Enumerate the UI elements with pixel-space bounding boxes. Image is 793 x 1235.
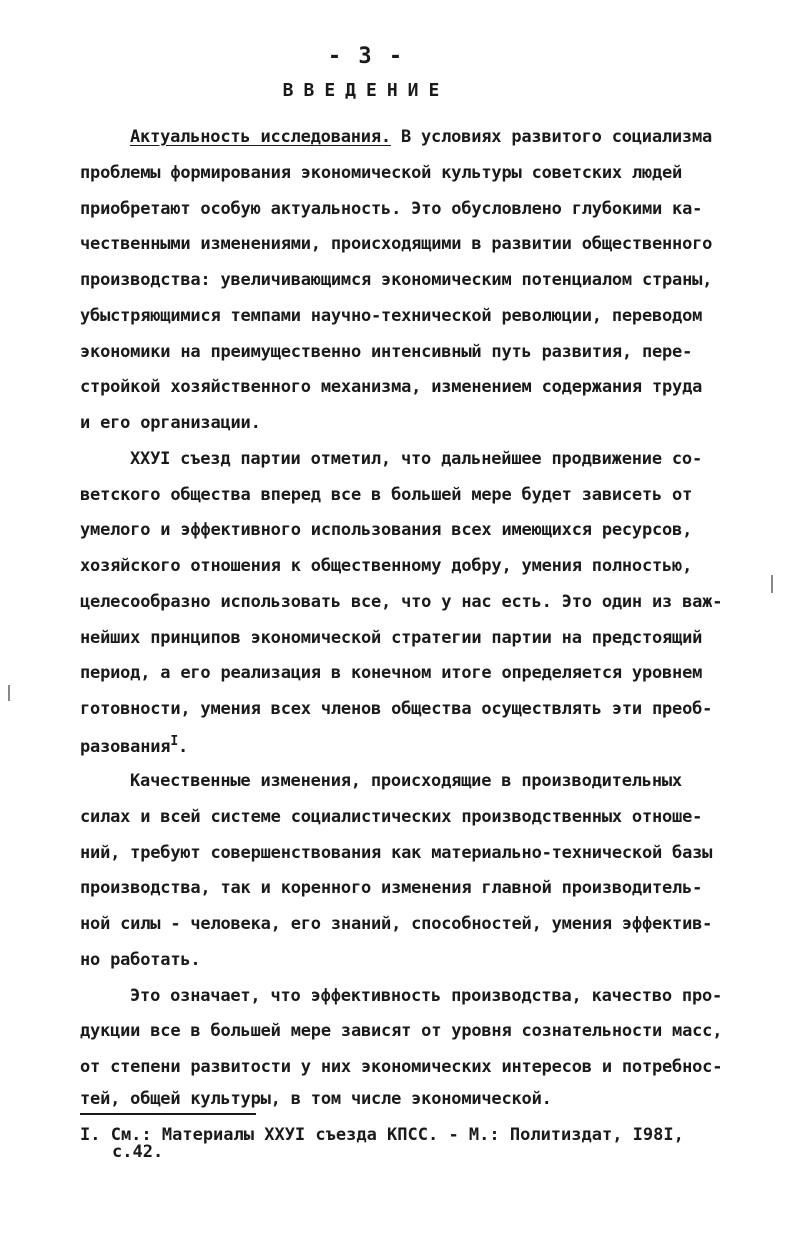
paragraph-1-line: проблемы формирования экономической культуры советских людей bbox=[80, 163, 683, 183]
paragraph-2-line: умелого и эффективного использования всех имеющихся ресурсов, bbox=[80, 520, 693, 540]
paragraph-2-last-line bbox=[80, 734, 189, 757]
paragraph-3-line: но работать. bbox=[80, 950, 201, 970]
paragraph-1-line: чественными изменениями, происходящими в развитии общественного bbox=[80, 234, 713, 254]
paragraph-4-line: тей, общей культуры, в том числе экономической. bbox=[80, 1089, 552, 1109]
footnote-line-2: с.42. bbox=[112, 1142, 164, 1162]
topic-relevance-lead: Актуальность исследования. bbox=[130, 127, 391, 147]
sentence-end: . bbox=[177, 737, 189, 757]
paragraph-1-line-1 bbox=[130, 127, 712, 147]
paragraph-1-line: приобретают особую актуальность. Это обусловлено глубокими ка- bbox=[80, 199, 703, 219]
paragraph-text: разования bbox=[80, 737, 171, 757]
scan-margin-mark bbox=[8, 685, 10, 701]
page-number: - 3 - bbox=[327, 44, 405, 69]
paragraph-2-line: нейших принципов экономической стратегии партии на предстоящий bbox=[80, 628, 703, 648]
paragraph-3-line: ний, требуют совершенствования как материально-технической базы bbox=[80, 843, 713, 863]
paragraph-3-line: силах и всей системе социалистических производственных отноше- bbox=[80, 807, 703, 827]
paragraph-4-line: от степени развитости у них экономических интересов и потребнос- bbox=[80, 1057, 723, 1077]
paragraph-1-line: экономики на преимущественно интенсивный путь развития, пере- bbox=[80, 342, 693, 362]
paragraph-4-line: Это означает, что эффективность производства, качество про- bbox=[130, 986, 723, 1006]
paragraph-2-line: ХХУI съезд партии отметил, что дальнейшее продвижение со- bbox=[130, 449, 702, 469]
paragraph-3-line: Качественные изменения, происходящие в производительных bbox=[130, 771, 682, 791]
paragraph-1-line: убыстряющимися темпами научно-технической революции, переводом bbox=[80, 306, 703, 326]
paragraph-2-line: целесообразно использовать все, что у нас есть. Это один из важ- bbox=[80, 592, 723, 612]
paragraph-2-line: готовности, умения всех членов общества осуществлять эти преоб- bbox=[80, 699, 713, 719]
paragraph-1-line: производства: увеличивающимся экономическим потенциалом страны, bbox=[80, 270, 713, 290]
paragraph-3-line: производства, так и коренного изменения главной производитель- bbox=[80, 878, 703, 898]
scan-margin-mark bbox=[771, 575, 773, 593]
paragraph-2-line: ветского общества вперед все в большей мере будет зависеть от bbox=[80, 485, 693, 505]
paragraph-text: В условиях развитого социализма bbox=[390, 127, 713, 147]
paragraph-4-line: дукции все в большей мере зависят от уровня сознательности масс, bbox=[80, 1021, 723, 1041]
paragraph-3-line: ной силы - человека, его знаний, способностей, умения эффектив- bbox=[80, 914, 713, 934]
paragraph-1-line: и его организации. bbox=[80, 413, 261, 433]
footnote-divider bbox=[80, 1113, 256, 1115]
paragraph-1-line: стройкой хозяйственного механизма, изменением содержания труда bbox=[80, 377, 703, 397]
section-heading: ВВЕДЕНИЕ bbox=[282, 80, 450, 101]
footnote-reference: I bbox=[170, 734, 178, 749]
paragraph-2-line: хозяйского отношения к общественному добру, умения полностью, bbox=[80, 556, 693, 576]
footnote-line-1: I. См.: Материалы ХХУI съезда КПСС. - М.: Политиздат, I98I, bbox=[80, 1125, 684, 1145]
paragraph-2-line: период, а его реализация в конечном итоге определяется уровнем bbox=[80, 663, 703, 683]
